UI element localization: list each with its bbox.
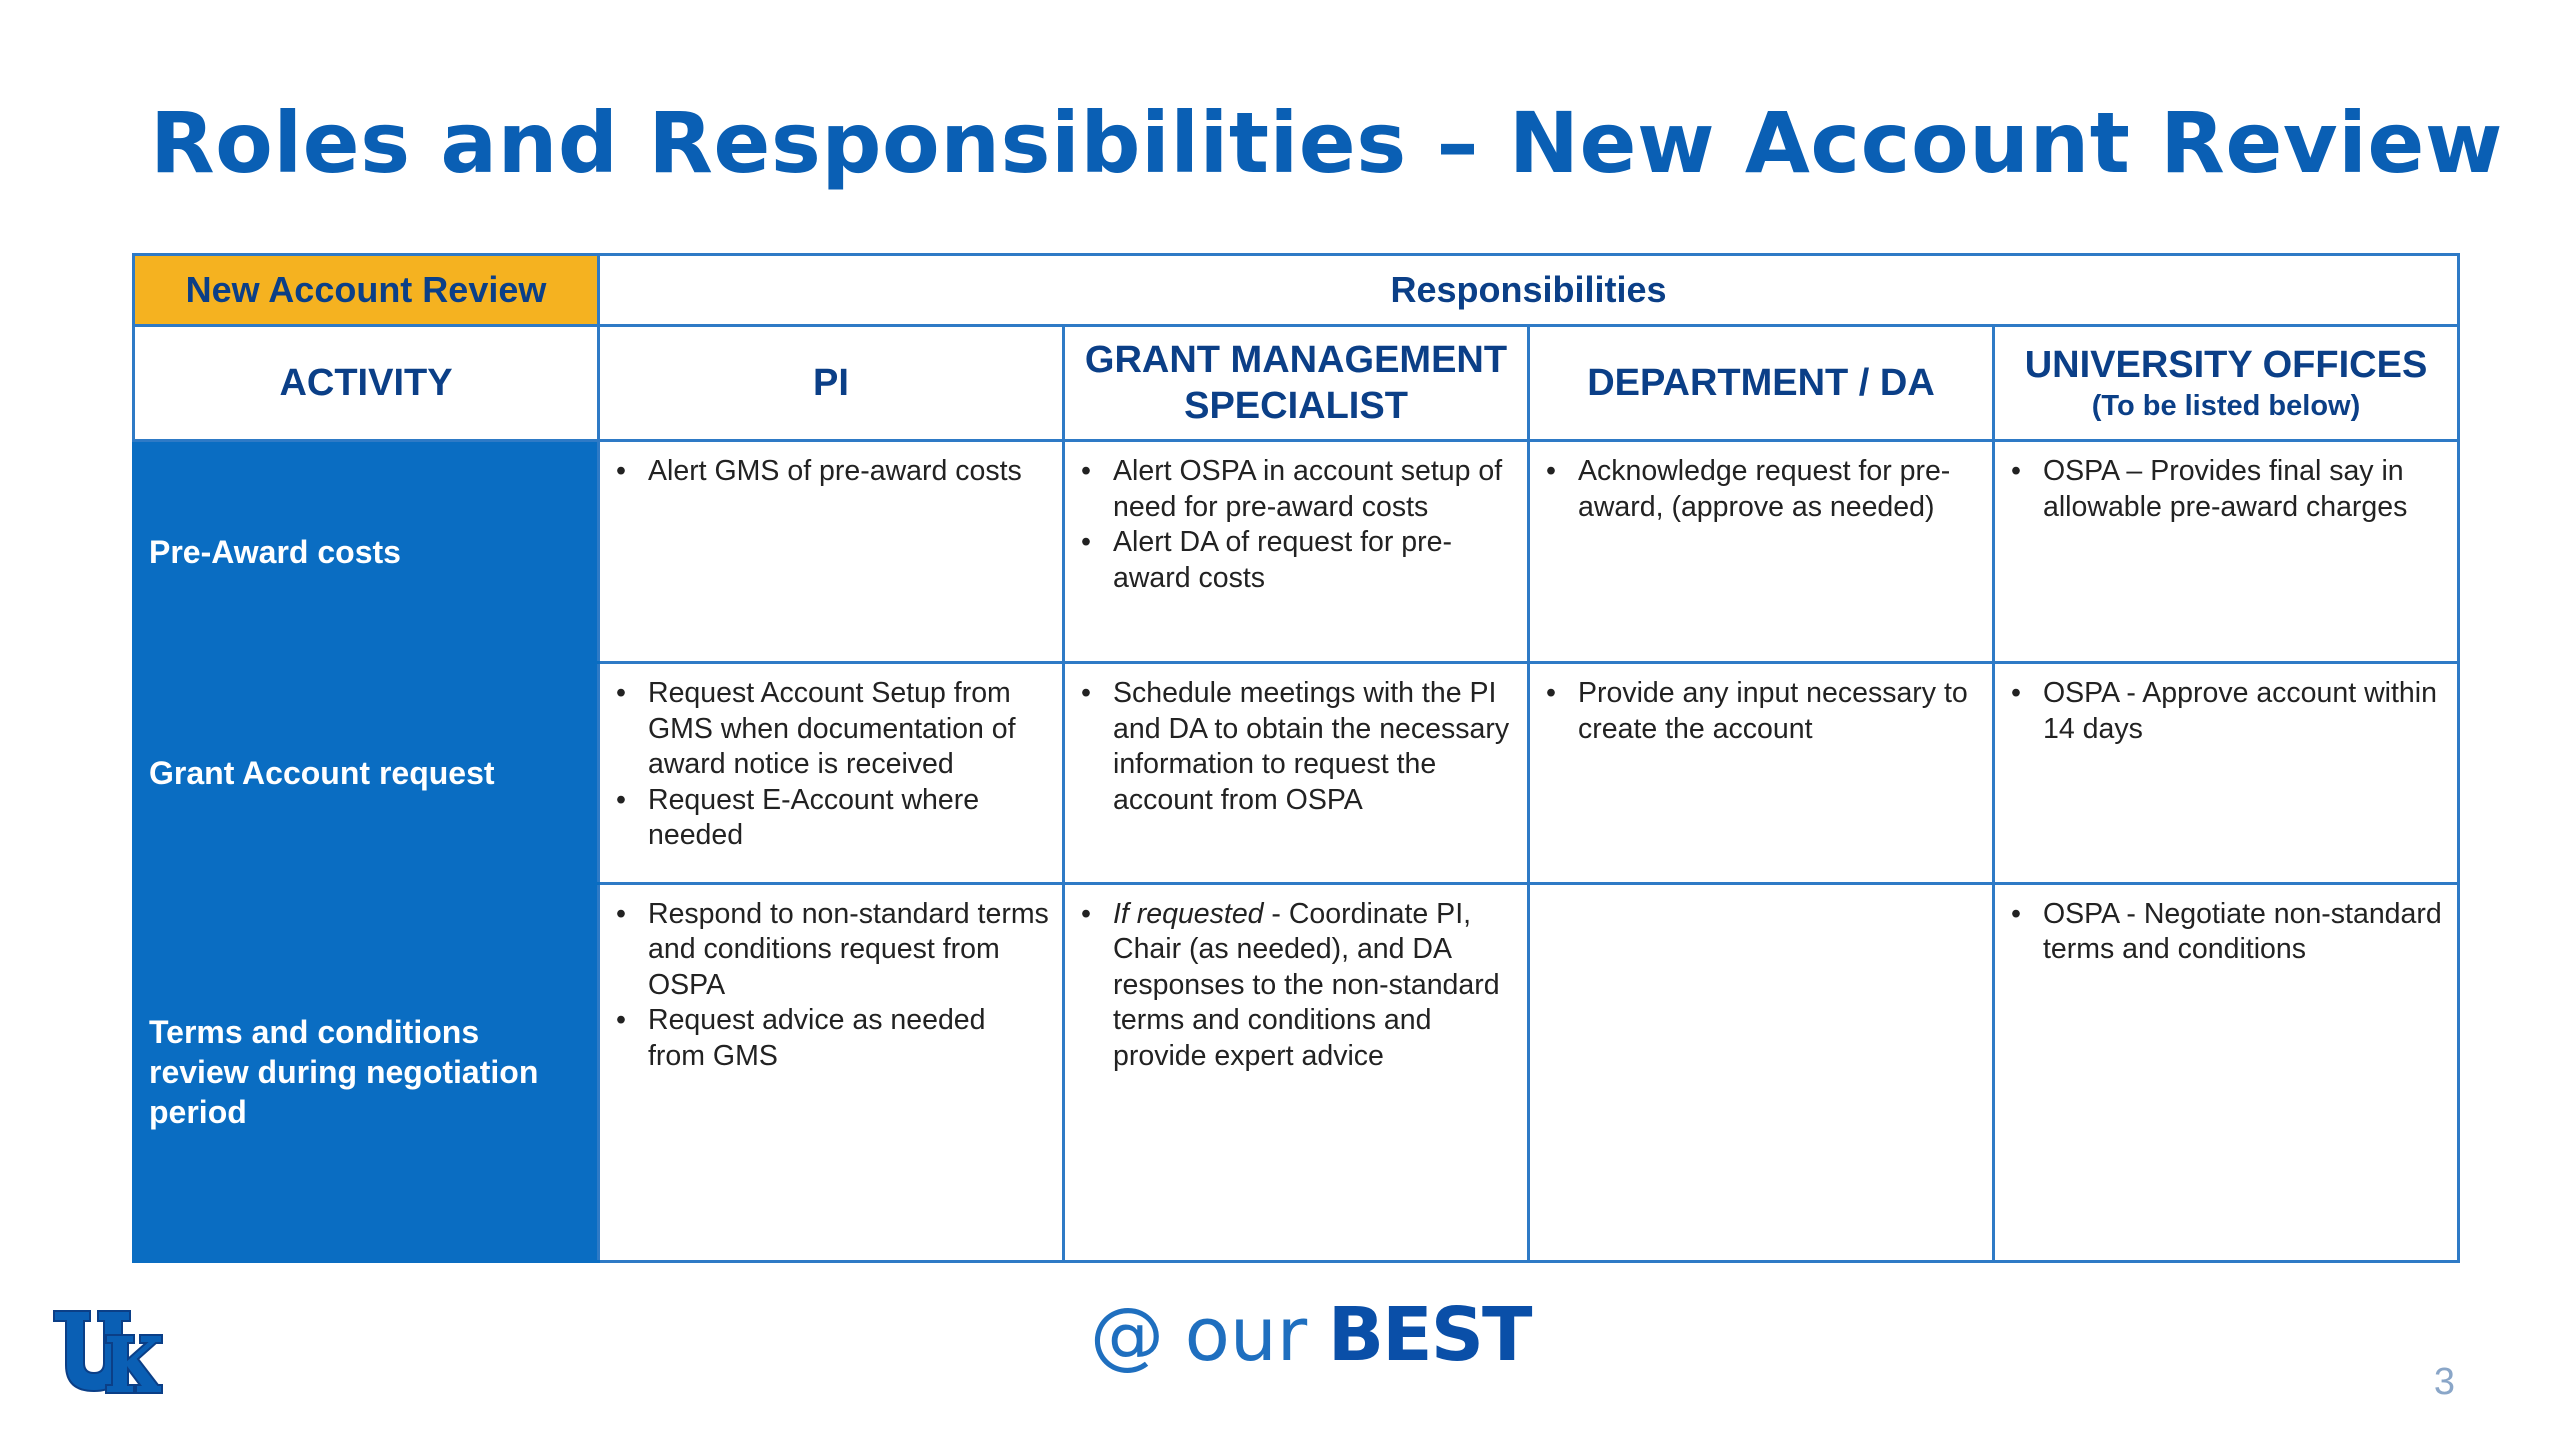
department-cell	[1529, 663, 1994, 883]
table-corner-label: New Account Review	[134, 255, 599, 326]
gms-cell	[1064, 441, 1529, 663]
department-cell	[1529, 883, 1994, 1261]
column-header-pi: PI	[599, 326, 1064, 441]
list-item	[1079, 897, 1515, 1075]
column-header-gms	[1064, 326, 1529, 441]
list-item: • Schedule meetings with the PI and DA to obtain the necessary information to request the account from OSPA	[1079, 676, 1515, 818]
list-item: • Alert DA of request for pre-award costs	[1079, 525, 1515, 596]
tagline-logo	[1090, 1290, 1530, 1380]
list-item: • Request E-Account where needed	[614, 783, 1050, 854]
table-row	[134, 663, 2459, 883]
list-item: • OSPA – Provides final say in allowable pre-award charges	[2009, 454, 2445, 525]
column-header-department: DEPARTMENT / DA	[1529, 326, 1994, 441]
list-item: • OSPA - Approve account within 14 days	[2009, 676, 2445, 747]
uk-logo-icon	[50, 1305, 165, 1397]
university-cell	[1994, 663, 2459, 883]
activity-cell: Grant Account request	[134, 663, 599, 883]
list-item: • OSPA - Negotiate non-standard terms and conditions	[2009, 897, 2445, 968]
pi-cell	[599, 441, 1064, 663]
responsibilities-header: Responsibilities	[599, 255, 2459, 326]
column-header-univ-subtitle: (To be listed below)	[2091, 390, 2361, 423]
department-cell	[1529, 441, 1994, 663]
list-item: • Acknowledge request for pre-award, (approve as needed)	[1544, 454, 1980, 525]
university-cell	[1994, 441, 2459, 663]
column-header-university-offices	[1994, 326, 2459, 441]
pi-cell	[599, 663, 1064, 883]
tagline-best: BEST	[1327, 1292, 1531, 1378]
column-header-univ-title: UNIVERSITY OFFICES	[2024, 344, 2428, 387]
list-item: • Respond to non-standard terms and conditions request from OSPA	[614, 897, 1050, 1004]
gms-cell	[1064, 663, 1529, 883]
table-row	[134, 441, 2459, 663]
page-title: Roles and Responsibilities – New Account Review	[150, 94, 2503, 192]
list-item: • Request advice as needed from GMS	[614, 1003, 1050, 1074]
column-header-gms-line2: SPECIALIST	[1184, 385, 1408, 428]
tagline-at: @	[1090, 1292, 1164, 1378]
list-item: • Alert GMS of pre-award costs	[614, 454, 1050, 490]
pi-cell	[599, 883, 1064, 1261]
list-item: • Alert OSPA in account setup of need for pre-award costs	[1079, 454, 1515, 525]
italic-lead: If requested	[1113, 897, 1264, 930]
university-cell	[1994, 883, 2459, 1261]
tagline-our: our	[1184, 1292, 1308, 1378]
table-row	[134, 883, 2459, 1261]
list-item-text: - Coordinate PI, Chair (as needed), and DA responses to the non-standard terms and conditions and provide expert advice	[1113, 897, 1500, 1072]
activity-cell: Terms and conditions review during negotiation period	[134, 883, 599, 1261]
activity-cell: Pre-Award costs	[134, 441, 599, 663]
responsibilities-table	[132, 253, 2460, 1263]
list-item: • Provide any input necessary to create the account	[1544, 676, 1980, 747]
page-number: 3	[2433, 1361, 2455, 1403]
column-header-activity: ACTIVITY	[134, 326, 599, 441]
gms-cell	[1064, 883, 1529, 1261]
list-item: • Request Account Setup from GMS when documentation of award notice is received	[614, 676, 1050, 783]
column-header-gms-line1: GRANT MANAGEMENT	[1084, 339, 1508, 382]
